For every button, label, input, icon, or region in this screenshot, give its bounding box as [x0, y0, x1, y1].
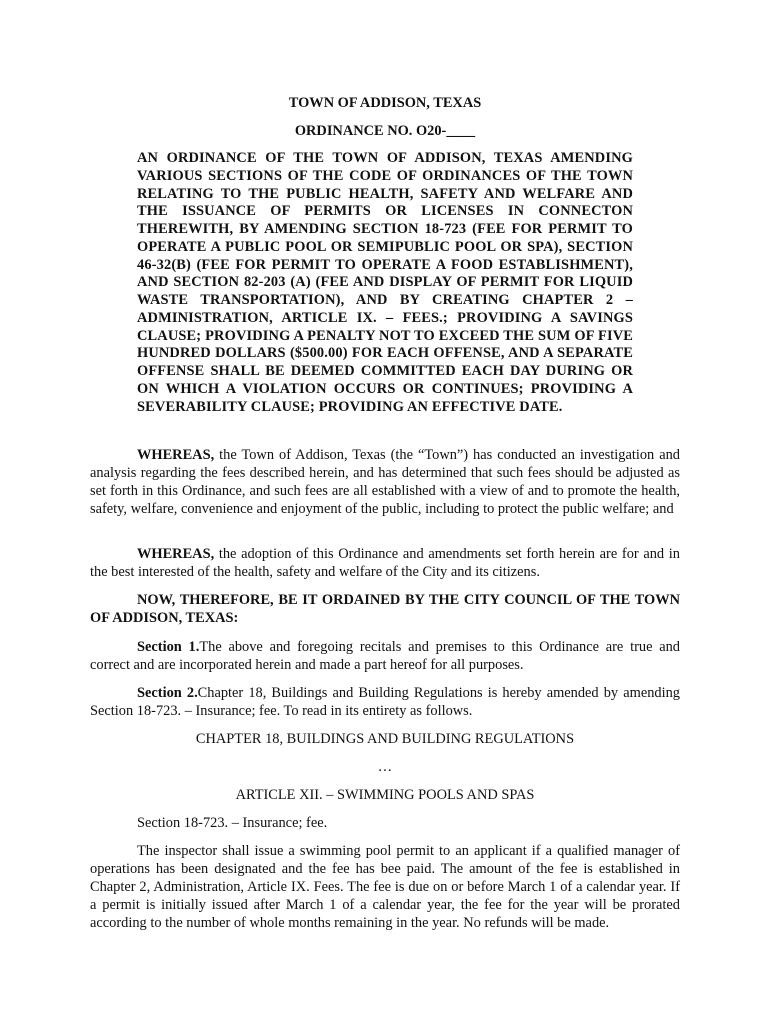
section-18-723-body: The inspector shall issue a swimming pool permit to an applicant if a qualified manager of operations has been designated and the fee has bee paid. The amount of the fee is established in Chapter 2, Administration, Article IX. Fees. The fee is due on or before March 1 of a calendar year. If a permit is initially issued after March 1 of a calendar year, the fee for the year will be prorated according to the number of whole months remaining in the year. No refunds will be made. [90, 843, 680, 931]
section-2-lead: Section 2. [137, 685, 198, 701]
section-2-paragraph [90, 684, 680, 720]
whereas-lead-2: WHEREAS, [137, 546, 215, 562]
section-2-text: Chapter 18, Buildings and Building Regulations is hereby amended by amending Section 18-723. – Insurance; fee. To read in its entirety as follows. [90, 685, 680, 719]
ordinance-caption: AN ORDINANCE OF THE TOWN OF ADDISON, TEXAS AMENDING VARIOUS SECTIONS OF THE CODE OF ORDINANCES OF THE TOWN RELATING TO THE PUBLIC HEALTH, SAFETY AND WELFARE AND THE ISSUANCE OF PERMITS OR LICENSES IN CONNECTON THEREWITH, BY AMENDING SECTION 18-723 (FEE FOR PERMIT TO OPERATE A PUBLIC POOL OR SEMIPUBLIC POOL OR SPA), SECTION 46-32(B) (FEE FOR PERMIT TO OPERATE A FOOD ESTABLISHMENT), AND SECTION 82-203 (A) (FEE AND DISPLAY OF PERMIT FOR LIQUID WASTE TRANSPORTATION), AND BY CREATING CHAPTER 2 – ADMINISTRATION, ARTICLE IX. – FEES.; PROVIDING A SAVINGS CLAUSE; PROVIDING A PENALTY NOT TO EXCEED THE SUM OF FIVE HUNDRED DOLLARS ($500.00) FOR EACH OFFENSE, AND A SEPARATE OFFENSE SHALL BE DEEMED COMMITTED EACH DAY DURING OR ON WHICH A VIOLATION OCCURS OR CONTINUES; PROVIDING A SEVERABILITY CLAUSE; PROVIDING AN EFFECTIVE DATE. [137, 150, 633, 415]
ordinance-number: ORDINANCE NO. O20-____ [294, 123, 476, 139]
whereas-lead-1: WHEREAS, [137, 447, 215, 463]
ordain-clause: NOW, THEREFORE, BE IT ORDAINED BY THE CITY COUNCIL OF THE TOWN OF ADDISON, TEXAS: [90, 592, 680, 626]
whereas-paragraph-1 [90, 446, 680, 518]
chapter-heading: CHAPTER 18, BUILDINGS AND BUILDING REGULATIONS [195, 731, 575, 747]
town-heading: TOWN OF ADDISON, TEXAS [288, 95, 482, 111]
section-18-723-heading: Section 18-723. – Insurance; fee. [137, 815, 328, 831]
article-heading: ARTICLE XII. – SWIMMING POOLS AND SPAS [235, 787, 535, 803]
section-1-lead: Section 1. [137, 639, 200, 655]
whereas-text-2: the adoption of this Ordinance and amendments set forth herein are for and in the best interested of the health, safety and welfare of the City and its citizens. [90, 546, 680, 580]
whereas-paragraph-2 [90, 545, 680, 581]
ellipsis: … [377, 759, 393, 775]
section-1-text: The above and foregoing recitals and premises to this Ordinance are true and correct and are incorporated herein and made a part hereof for all purposes. [90, 639, 680, 673]
whereas-text-1: the Town of Addison, Texas (the “Town”) has conducted an investigation and analysis regarding the fees described herein, and has determined that such fees should be adjusted as set forth in this Ordinance, and such fees are all established with a view of and to promote the health, safety, welfare, convenience and enjoyment of the public, including to protect the public welfare; and [90, 447, 680, 517]
section-1-paragraph [90, 638, 680, 674]
